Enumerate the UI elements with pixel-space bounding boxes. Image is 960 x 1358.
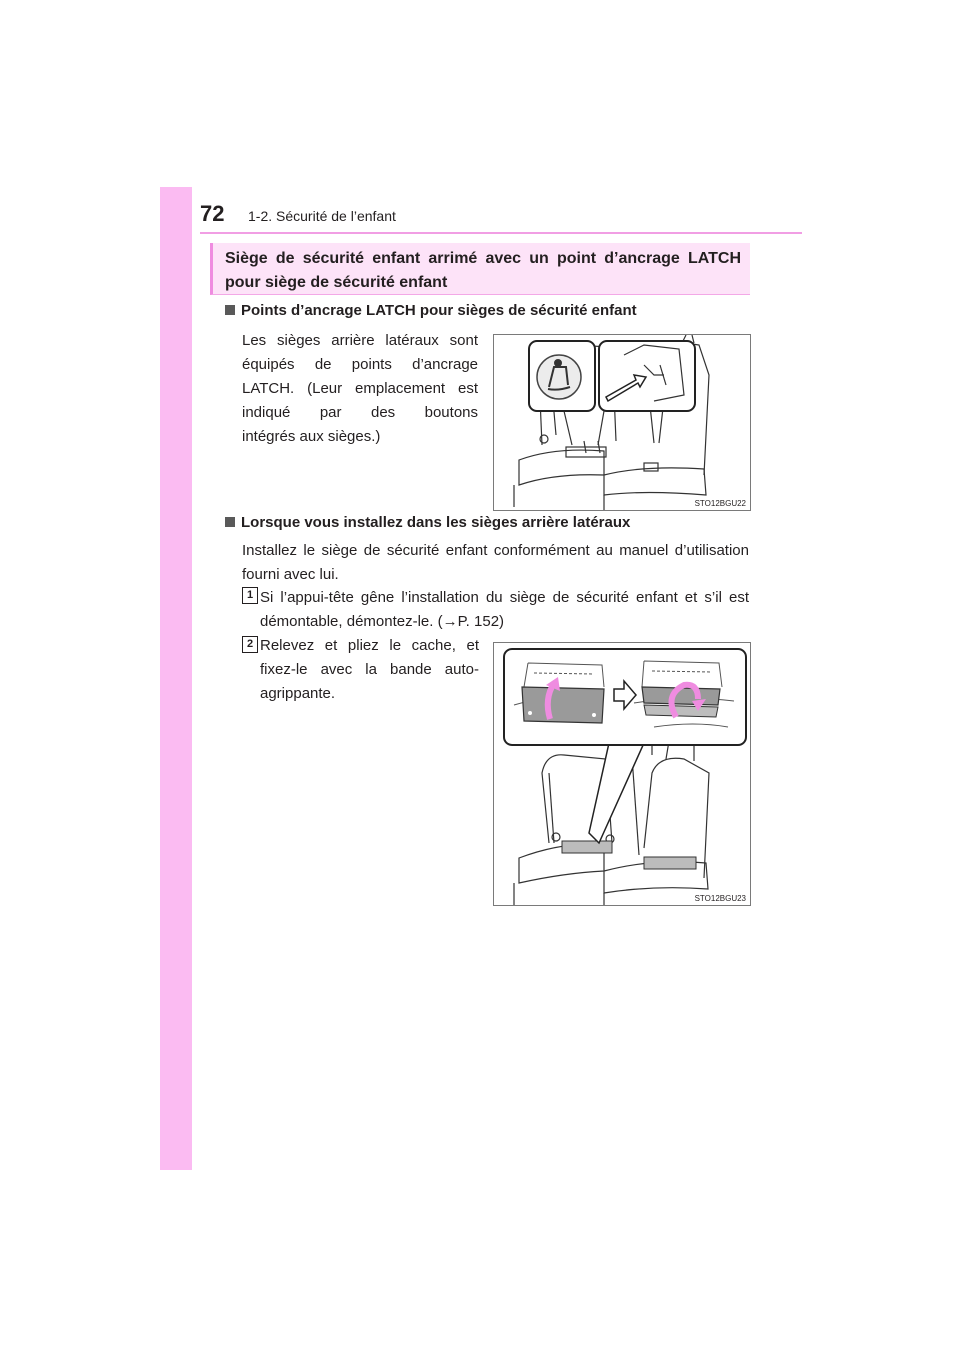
step-2-line-1: Relevez et pliez le cache, et (260, 637, 479, 654)
step-2-line-2: fixez-le avec la bande auto- (260, 661, 479, 678)
subheading-latch-points (225, 302, 637, 319)
latch-anchors-illustration (494, 335, 750, 510)
latch-description-line-1: Les sièges arrière latéraux sont (242, 332, 478, 349)
square-bullet-icon (225, 305, 235, 315)
subheading-latch-points-text: Points d’ancrage LATCH pour sièges de sécurité enfant (241, 302, 637, 319)
figure-fold-cover (493, 642, 751, 906)
step-1-text: Si l’appui-tête gêne l’installation du siège de sécurité enfant et s’il est démontable, démontez-le. (→P. 152) (260, 589, 749, 630)
header-rule (200, 232, 802, 234)
square-bullet-icon (225, 517, 235, 527)
page-number: 72 (200, 201, 225, 226)
installation-intro: Installez le siège de sécurité enfant conformément au manuel d’utilisation fourni avec lui. (242, 542, 749, 583)
figure-code-1: STO12BGU22 (694, 499, 746, 508)
subheading-outer-seats-text: Lorsque vous installez dans les sièges arrière latéraux (241, 514, 631, 531)
fold-cover-illustration (494, 643, 750, 905)
chapter-side-tab (160, 187, 192, 1170)
step-number-2: 2 (242, 636, 258, 653)
figure-code-2: STO12BGU23 (694, 894, 746, 903)
latch-description-line-2: équipés de points d’ancrage (242, 356, 478, 373)
step-number-1: 1 (242, 587, 258, 604)
subheading-outer-seats (225, 514, 630, 531)
latch-description-line-4: indiqué par des boutons (242, 404, 478, 421)
section-title: Siège de sécurité enfant arrimé avec un point d’ancrage LATCH pour siège de sécurité enfant (225, 250, 741, 291)
figure-latch-anchors (493, 334, 751, 511)
latch-description-line-3: LATCH. (Leur emplacement est (242, 380, 478, 397)
section-title-box (210, 243, 750, 295)
running-title: 1-2. Sécurité de l’enfant (248, 208, 396, 224)
step-2-line-3: agrippante. (260, 685, 336, 702)
latch-description-line-5: intégrés aux sièges.) (242, 428, 381, 445)
